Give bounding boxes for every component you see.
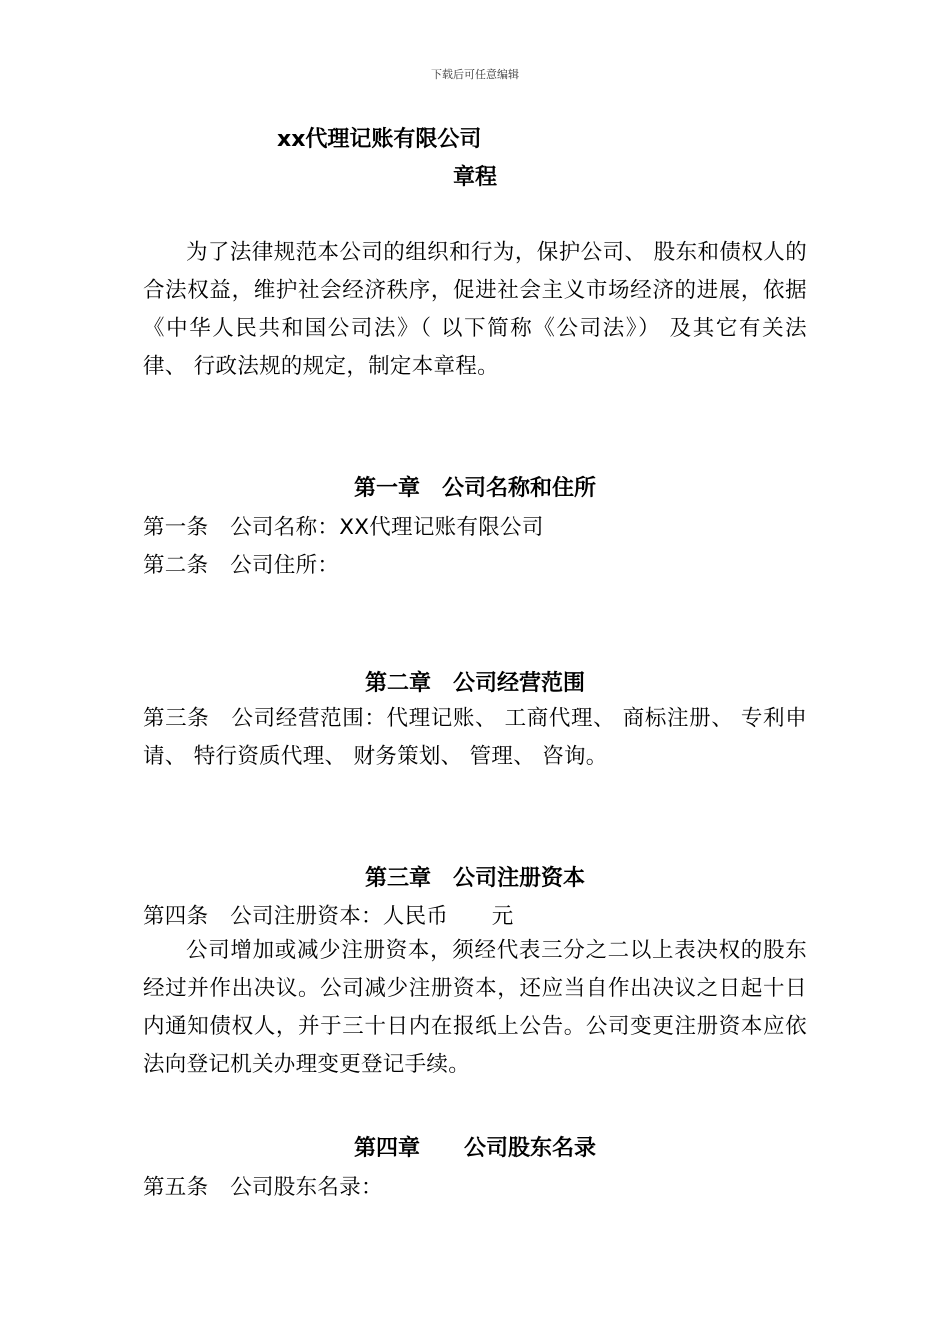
chapter-3-heading: 第三章 公司注册资本 <box>364 866 585 891</box>
article-3: 第三条 公司经营范围：代理记账、 工商代理、 商标注册、 专利申请、 特行资质代理、 财务策划、 管理、 咨询。 <box>143 706 807 769</box>
preamble-paragraph: 为了法律规范本公司的组织和行为，保护公司、 股东和债权人的合法权益，维护社会经济秩序，促进社会主义市场经济的进展，依据《中华人民共和国公司法》（ 以下简称《公司法》） 及其它有关法律、 行政法规的规定，制定本章程。 <box>143 240 807 379</box>
chapter-4-heading: 第四章 公司股东名录 <box>353 1136 596 1161</box>
article-5: 第五条 公司股东名录： <box>143 1175 383 1200</box>
page-header-note: 下载后可任意编辑 <box>431 68 519 81</box>
article-2: 第二条 公司住所： <box>143 553 340 578</box>
chapter-2-heading: 第二章 公司经营范围 <box>364 671 585 696</box>
article-1: 第一条 公司名称：XX代理记账有限公司 <box>143 515 544 540</box>
chapter-1-heading: 第一章 公司名称和住所 <box>353 476 596 501</box>
document-title: 章程 <box>452 165 497 190</box>
article-4: 第四条 公司注册资本：人民币 元 <box>143 904 514 929</box>
capital-change-paragraph: 公司增加或减少注册资本，须经代表三分之二以上表决权的股东经过并作出决议。公司减少注册资本，还应当自作出决议之日起十日内通知债权人，并于三十日内在报纸上公告。公司变更注册资本应依法向登记机关办理变更登记手续。 <box>143 938 807 1077</box>
company-title: xx代理记账有限公司 <box>277 127 482 152</box>
